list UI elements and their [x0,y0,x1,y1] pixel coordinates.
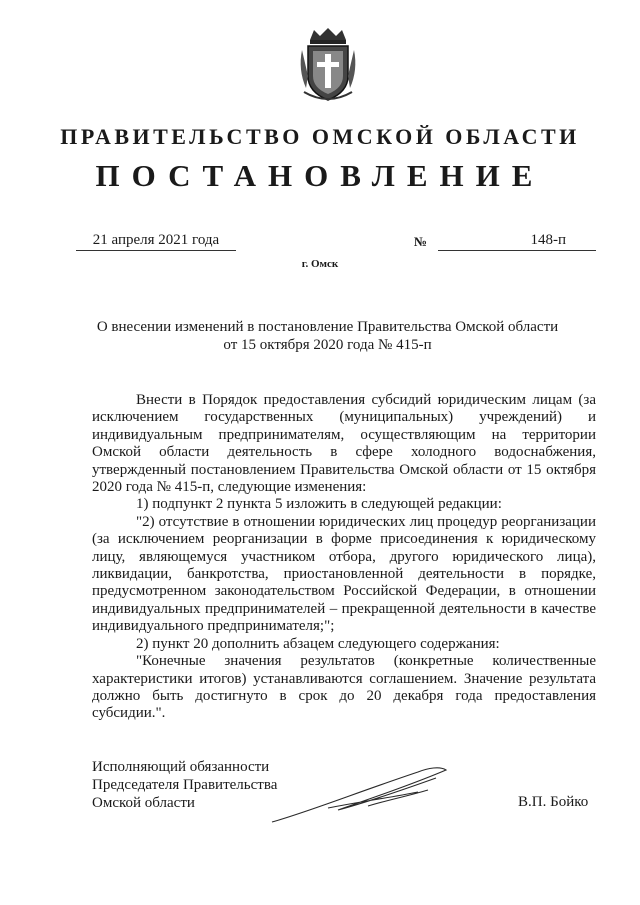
body-paragraph-5: "Конечные значения результатов (конкретные количественные характеристики итогов) устанавливаются соглашением. Значение результата должно быть достигнуто в срок до 20 декабря года предоставления субсидии.". [92,653,596,722]
omsk-coat-of-arms-icon [296,26,360,104]
body-paragraph-3: "2) отсутствие в отношении юридических лиц процедур реорганизации (за исключением реорганизации в форме присоединения к юридическому лицу, являющемуся участником отбора, другого юридического лица), ликвидации, банкротства, приостановленной деятельности в порядке, предусмотренном законодательством Российской Федерации, в отношении индивидуальных предпринимателей – прекращенной деятельности в качестве индивидуального предпринимателя;"; [92,513,596,635]
document-city: г. Омск [301,258,339,270]
body-paragraph-4: 2) пункт 20 дополнить абзацем следующего содержания: [136,635,500,652]
subject-line-2: от 15 октября 2020 года № 415-п [223,337,432,353]
org-name: ПРАВИТЕЛЬСТВО ОМСКОЙ ОБЛАСТИ [60,124,580,149]
document-subject [90,318,565,354]
signatory-line-3: Омской области [92,795,195,811]
subject-line-1: О внесении изменений в постановление Правительства Омской области [96,319,559,335]
signatory-title [92,758,277,812]
signatory-name: В.П. Бойко [518,794,589,810]
document-date: 21 апреля 2021 года [76,232,236,251]
document-number-field [438,232,596,251]
document-body [92,392,596,723]
signatory-line-1: Исполняющий обязанности [92,759,270,775]
signatory-line-2: Председателя Правительства [92,777,278,793]
body-paragraph-2: 1) подпункт 2 пункта 5 изложить в следующей редакции: [136,496,502,513]
handwritten-signature [268,762,458,828]
body-paragraph-1: Внести в Порядок предоставления субсидий юридическим лицам (за исключением государственных (муниципальных) учреждений) и индивидуальным предпринимателям, осуществляющим на территории Омской области деятельность в сфере холодного водоснабжения, утвержденный постановлением Правительства Омской области от 15 октября 2020 года № 415-п, следующие изменения: [92,392,596,496]
document-number: 148-п [530,232,566,248]
number-sign: № [414,234,428,249]
document-type: ПОСТАНОВЛЕНИЕ [95,158,545,193]
